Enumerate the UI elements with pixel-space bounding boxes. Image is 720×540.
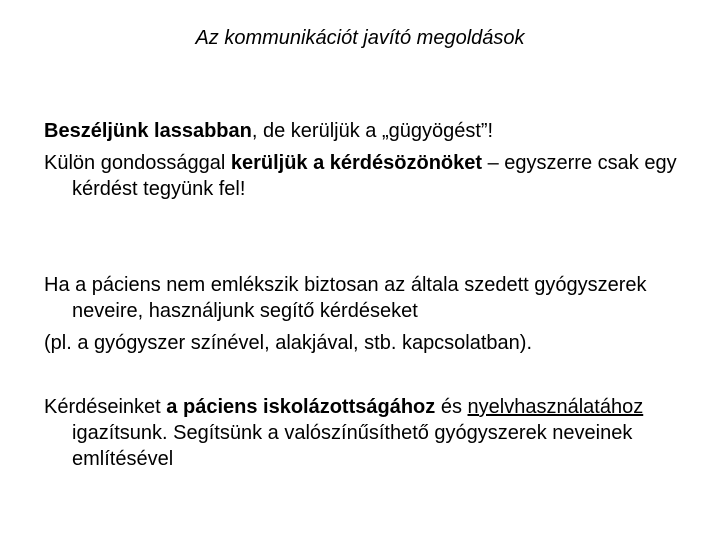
text: Kérdéseinket <box>44 396 167 418</box>
text: Külön gondossággal <box>44 152 231 174</box>
text: Ha a páciens nem emlékszik biztosan az általa szedett gyógyszerek neveire, használjunk segítő kérdéseket <box>44 274 647 322</box>
bold-text: kerüljük a kérdésözönöket <box>230 152 483 174</box>
underlined-text: nyelvhasználatához <box>467 396 644 418</box>
paragraph-example <box>44 330 684 356</box>
text: , de kerüljük a „gügyögést”! <box>251 120 494 142</box>
text: igazítsunk. Segítsünk a valószínűsíthető gyógyszerek neveinek említésével <box>72 422 633 470</box>
paragraph-speak-slowly <box>44 118 684 144</box>
text: és <box>435 396 468 418</box>
slide-title: Az kommunikációt javító megoldások <box>195 27 525 49</box>
paragraph-helper-questions <box>44 272 684 324</box>
text: (pl. a gyógyszer színével, alakjával, stb. kapcsolatban). <box>44 332 533 354</box>
paragraph-adapt-questions <box>44 394 684 472</box>
bold-text: Beszéljünk lassabban <box>44 120 252 142</box>
bold-text: a páciens iskolázottságához <box>166 396 436 418</box>
text: – egyszerre csak egy kérdést tegyünk fel! <box>72 152 677 200</box>
paragraph-avoid-question-flood <box>44 150 684 202</box>
